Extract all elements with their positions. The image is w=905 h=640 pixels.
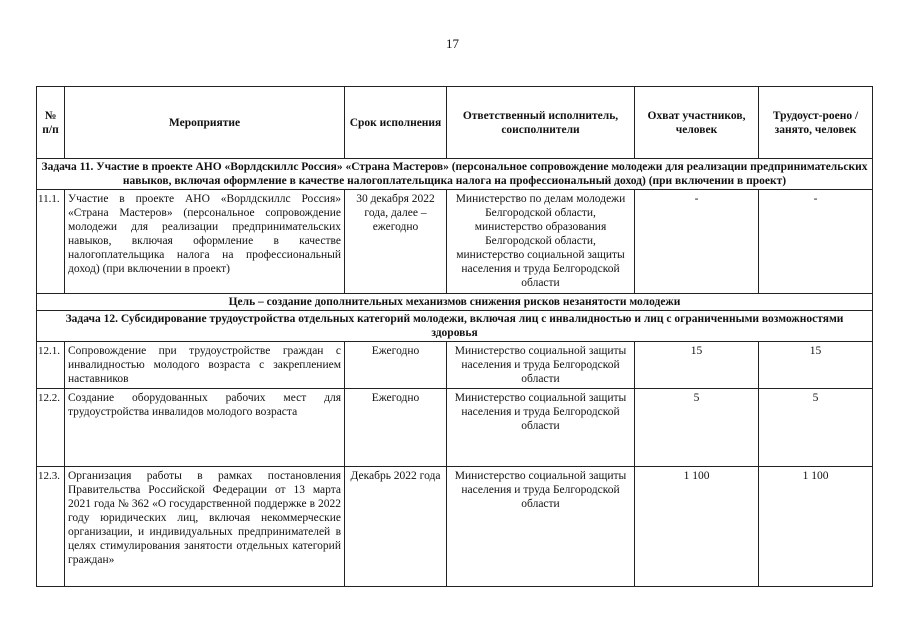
row-event: Участие в проекте АНО «Ворлдскиллс Россия» «Страна Мастеров» (персональное сопровождение молодежи для реализации предпринимательских навыков, включая оформление в качестве налогоплательщика налога на профессиональный доход) (при включении в проект) xyxy=(65,190,345,294)
row-event: Организация работы в рамках постановления Правительства Российской Федерации от 13 марта 2021 года № 362 «О государственной поддержке в 2022 году юридических лиц, включая некоммерческие организации, и индивидуальных предпринимателей в целях стимулирования занятости отдельных категорий граждан» xyxy=(65,467,345,587)
row-coverage: 1 100 xyxy=(635,467,759,587)
task-11-title: Задача 11. Участие в проекте АНО «Ворлдскиллс Россия» «Страна Мастеров» (персональное сопровождение молодежи для реализации предпринимательских навыков, включая оформление в качестве налогоплательщика налога на профессиональный доход) (при включении в проект) xyxy=(37,159,873,190)
table-row xyxy=(37,342,873,389)
row-event: Создание оборудованных рабочих мест для трудоустройства инвалидов молодого возраста xyxy=(65,389,345,467)
row-num: 12.1. xyxy=(37,342,65,389)
row-executor: Министерство социальной защиты населения и труда Белгородской области xyxy=(447,342,635,389)
row-deadline: Ежегодно xyxy=(345,342,447,389)
row-deadline: Декабрь 2022 года xyxy=(345,467,447,587)
row-num: 12.2. xyxy=(37,389,65,467)
header-num: № п/п xyxy=(37,87,65,159)
goal-title: Цель – создание дополнительных механизмов снижения рисков незанятости молодежи xyxy=(37,294,873,311)
row-num: 11.1. xyxy=(37,190,65,294)
row-executor: Министерство социальной защиты населения и труда Белгородской области xyxy=(447,389,635,467)
row-coverage: 15 xyxy=(635,342,759,389)
header-event: Мероприятие xyxy=(65,87,345,159)
section-row xyxy=(37,159,873,190)
row-employed: 5 xyxy=(759,389,873,467)
header-employed: Трудоуст-роено / занято, человек xyxy=(759,87,873,159)
row-executor: Министерство социальной защиты населения и труда Белгородской области xyxy=(447,467,635,587)
page-number: 17 xyxy=(446,36,459,51)
row-employed: 1 100 xyxy=(759,467,873,587)
row-employed: - xyxy=(759,190,873,294)
row-event: Сопровождение при трудоустройстве граждан с инвалидностью молодого возраста с закреплением наставников xyxy=(65,342,345,389)
task-12-title: Задача 12. Субсидирование трудоустройства отдельных категорий молодежи, включая лиц с инвалидностью и лиц с ограниченными возможностями здоровья xyxy=(37,311,873,342)
table-header-row xyxy=(37,87,873,159)
row-coverage: - xyxy=(635,190,759,294)
row-deadline: Ежегодно xyxy=(345,389,447,467)
table-row xyxy=(37,467,873,587)
header-coverage: Охват участников, человек xyxy=(635,87,759,159)
table-row xyxy=(37,389,873,467)
header-deadline: Срок исполнения xyxy=(345,87,447,159)
row-deadline: 30 декабря 2022 года, далее – ежегодно xyxy=(345,190,447,294)
section-row xyxy=(37,311,873,342)
row-executor: Министерство по делам молодежи Белгородской области, министерство образования Белгородской области, министерство социальной защиты населения и труда Белгородской области xyxy=(447,190,635,294)
row-num: 12.3. xyxy=(37,467,65,587)
table-row xyxy=(37,190,873,294)
row-employed: 15 xyxy=(759,342,873,389)
section-row xyxy=(37,294,873,311)
measures-table xyxy=(36,86,873,587)
row-coverage: 5 xyxy=(635,389,759,467)
header-executor: Ответственный исполнитель, соисполнители xyxy=(447,87,635,159)
